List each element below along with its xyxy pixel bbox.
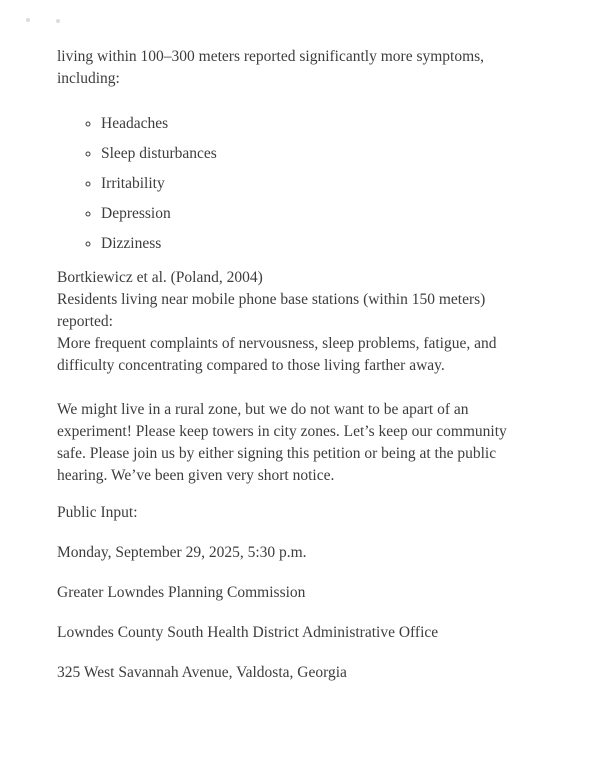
study-finding-detail: More frequent complaints of nervousness, sleep problems, fatigue, and difficulty concentrating compared to those living farther away. [57, 335, 497, 374]
document-body [57, 46, 535, 684]
symptom-list [57, 109, 535, 259]
scan-artifact-speck [56, 19, 60, 23]
symptom-item: ◦ Headaches [101, 109, 535, 139]
meeting-location: Lowndes County South Health District Administrative Office [57, 624, 439, 641]
meeting-address: 325 West Savannah Avenue, Valdosta, Georgia [57, 664, 347, 681]
meeting-datetime: Monday, September 29, 2025, 5:30 p.m. [57, 544, 307, 561]
study-paragraph [57, 267, 535, 377]
study-finding-intro: Residents living near mobile phone base stations (within 150 meters) reported: [57, 291, 486, 330]
public-input-heading: Public Input: [57, 504, 138, 521]
symptom-item: ◦ Sleep disturbances [101, 139, 535, 169]
intro-line: living within 100–300 meters reported significantly more symptoms, including: [57, 48, 485, 87]
symptom-item: ◦ Dizziness [101, 229, 535, 259]
appeal-paragraph: We might live in a rural zone, but we do not want to be apart of an experiment! Please keep towers in city zones. Let’s keep our community safe. Please join us by either signing this petition or being at the public hearing. We’ve been given very short notice. [57, 401, 507, 484]
meeting-body-name: Greater Lowndes Planning Commission [57, 584, 306, 601]
scan-artifact-speck [26, 18, 30, 22]
symptom-item: ◦ Irritability [101, 169, 535, 199]
symptom-item: ◦ Depression [101, 199, 535, 229]
study-citation: Bortkiewicz et al. (Poland, 2004) [57, 269, 263, 286]
